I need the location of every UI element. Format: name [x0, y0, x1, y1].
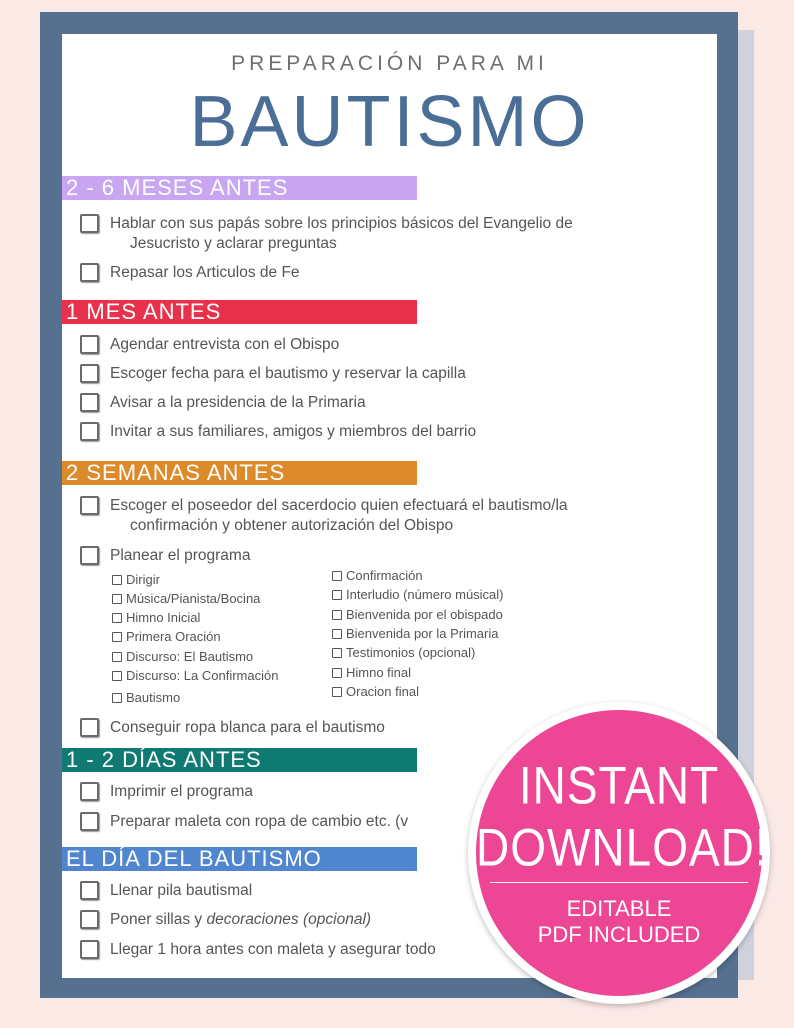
small-checkbox[interactable]: [112, 652, 122, 662]
section-banner-2-semanas: 2 SEMANAS ANTES: [62, 461, 417, 485]
badge-line-instant: INSTANT: [518, 755, 720, 815]
checkbox[interactable]: [80, 910, 99, 929]
checkbox[interactable]: [80, 263, 99, 282]
small-checkbox[interactable]: [332, 648, 342, 658]
small-checkbox[interactable]: [332, 687, 342, 697]
checkbox[interactable]: [80, 393, 99, 412]
checkbox[interactable]: [80, 335, 99, 354]
small-checkbox[interactable]: [112, 632, 122, 642]
checkbox[interactable]: [80, 940, 99, 959]
checkbox[interactable]: [80, 546, 99, 565]
instant-download-badge: [468, 702, 770, 1004]
checkbox[interactable]: [80, 364, 99, 383]
checkbox[interactable]: [80, 422, 99, 441]
section-banner-2-6-meses: 2 - 6 MESES ANTES: [62, 176, 417, 200]
small-checkbox[interactable]: [112, 594, 122, 604]
small-checkbox[interactable]: [332, 590, 342, 600]
checkbox[interactable]: [80, 881, 99, 900]
small-checkbox[interactable]: [332, 668, 342, 678]
checkbox[interactable]: [80, 718, 99, 737]
section-banner-1-2-dias: 1 - 2 DÍAS ANTES: [62, 748, 417, 772]
badge-divider: [490, 882, 748, 883]
small-checkbox[interactable]: [112, 671, 122, 681]
checkbox[interactable]: [80, 812, 99, 831]
badge-line-pdf: PDF INCLUDED: [537, 922, 701, 947]
small-checkbox[interactable]: [332, 610, 342, 620]
checklist-page: PREPARACIÓN PARA MI BAUTISMO 2 - 6 MESES ANTES Hablar con sus papás sobre los principios básicos del Evangelio de Jesucristo y aclarar preguntas Repasar los Articulos de Fe 1 MES ANTES Agendar entrevista con el Obispo Escoger fecha para el bautismo y reservar la capilla Avisar a la presidencia de la Primaria Invitar a sus familiares, amigos y miembros del barrio 2 SEMANAS ANTES Escoger el poseedor del sacerdocio quien efectuará el bautismo/la confirmación y obtener autorización del Obispo Planear el programa Dirigir Música/Pianista/Bocina Himno Inicial Primera Oración Discurso: El Bautismo Discurso: La Confirmación Bautismo Confirmación Interludio (número músical) Bienvenida por el obispado Bienvenida por la Primaria Testimonios (opcional) Himno final Oracion final Conseguir ropa blanca para el bautismo 1 - 2 DÍAS ANTES Imprimir el programa Preparar maleta con ropa de cambio etc. (v EL DÍA DEL BAUTISMO Llenar pila bautismal Poner sillas y decoraciones (opcional) Llegar 1 hora antes con maleta y asegurar todo: [62, 34, 717, 978]
small-checkbox[interactable]: [332, 629, 342, 639]
section-banner-el-dia: EL DÍA DEL BAUTISMO: [62, 847, 417, 871]
badge-line-download: DOWNLOAD!: [476, 817, 769, 877]
checkbox[interactable]: [80, 214, 99, 233]
page-title: BAUTISMO: [189, 82, 590, 162]
small-checkbox[interactable]: [112, 575, 122, 585]
checkbox[interactable]: [80, 496, 99, 515]
checkbox[interactable]: [80, 782, 99, 801]
section-banner-1-mes: 1 MES ANTES: [62, 300, 417, 324]
small-checkbox[interactable]: [332, 571, 342, 581]
badge-line-editable: EDITABLE: [566, 896, 672, 921]
page-subtitle: PREPARACIÓN PARA MI: [231, 52, 548, 75]
small-checkbox[interactable]: [112, 613, 122, 623]
small-checkbox[interactable]: [112, 693, 122, 703]
